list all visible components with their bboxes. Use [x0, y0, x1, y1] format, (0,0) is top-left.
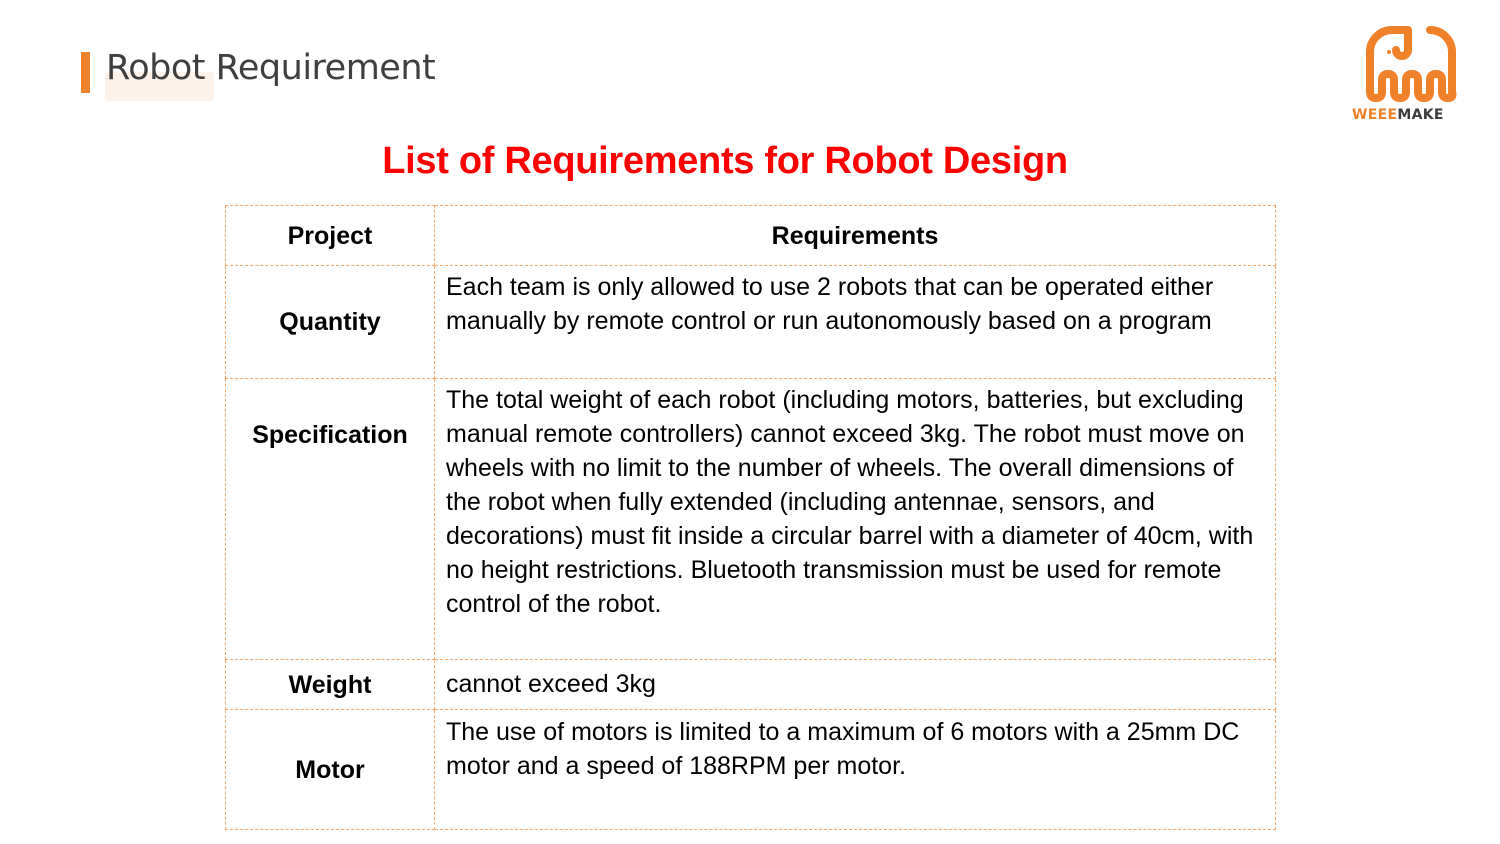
table-row: [226, 660, 1276, 710]
requirements-table: [225, 205, 1276, 830]
document-title: List of Requirements for Robot Design: [382, 140, 1068, 182]
table-row: [226, 379, 1276, 660]
logo-wordmark: WEEEMAKE: [1352, 107, 1444, 123]
row-label-motor: Motor: [226, 710, 435, 830]
header-accent-bar: [81, 52, 90, 93]
row-requirement-quantity: Each team is only allowed to use 2 robots that can be operated either manually by remote control or run autonomously based on a program: [435, 266, 1276, 379]
row-requirement-motor: The use of motors is limited to a maximum of 6 motors with a 25mm DC motor and a speed of 188RPM per motor.: [435, 710, 1276, 830]
row-label-specification: Specification: [226, 379, 435, 660]
table-header-row: [226, 206, 1276, 266]
page-header-title: Robot Requirement: [106, 48, 436, 88]
table-row: [226, 710, 1276, 830]
weeemake-logo: [1350, 22, 1475, 126]
elephant-logo-icon: [1364, 24, 1458, 102]
column-header-requirements: Requirements: [435, 206, 1276, 266]
row-requirement-weight: cannot exceed 3kg: [435, 660, 1276, 710]
table-row: [226, 266, 1276, 379]
column-header-project: Project: [226, 206, 435, 266]
row-requirement-specification: The total weight of each robot (including motors, batteries, but excluding manual remote controllers) cannot exceed 3kg. The robot must move on wheels with no limit to the number of wheels. The overall dimensions of the robot when fully extended (including antennae, sensors, and decorations) must fit inside a circular barrel with a diameter of 40cm, with no height restrictions. Bluetooth transmission must be used for remote control of the robot.: [435, 379, 1276, 660]
row-label-weight: Weight: [226, 660, 435, 710]
row-label-quantity: Quantity: [226, 266, 435, 379]
